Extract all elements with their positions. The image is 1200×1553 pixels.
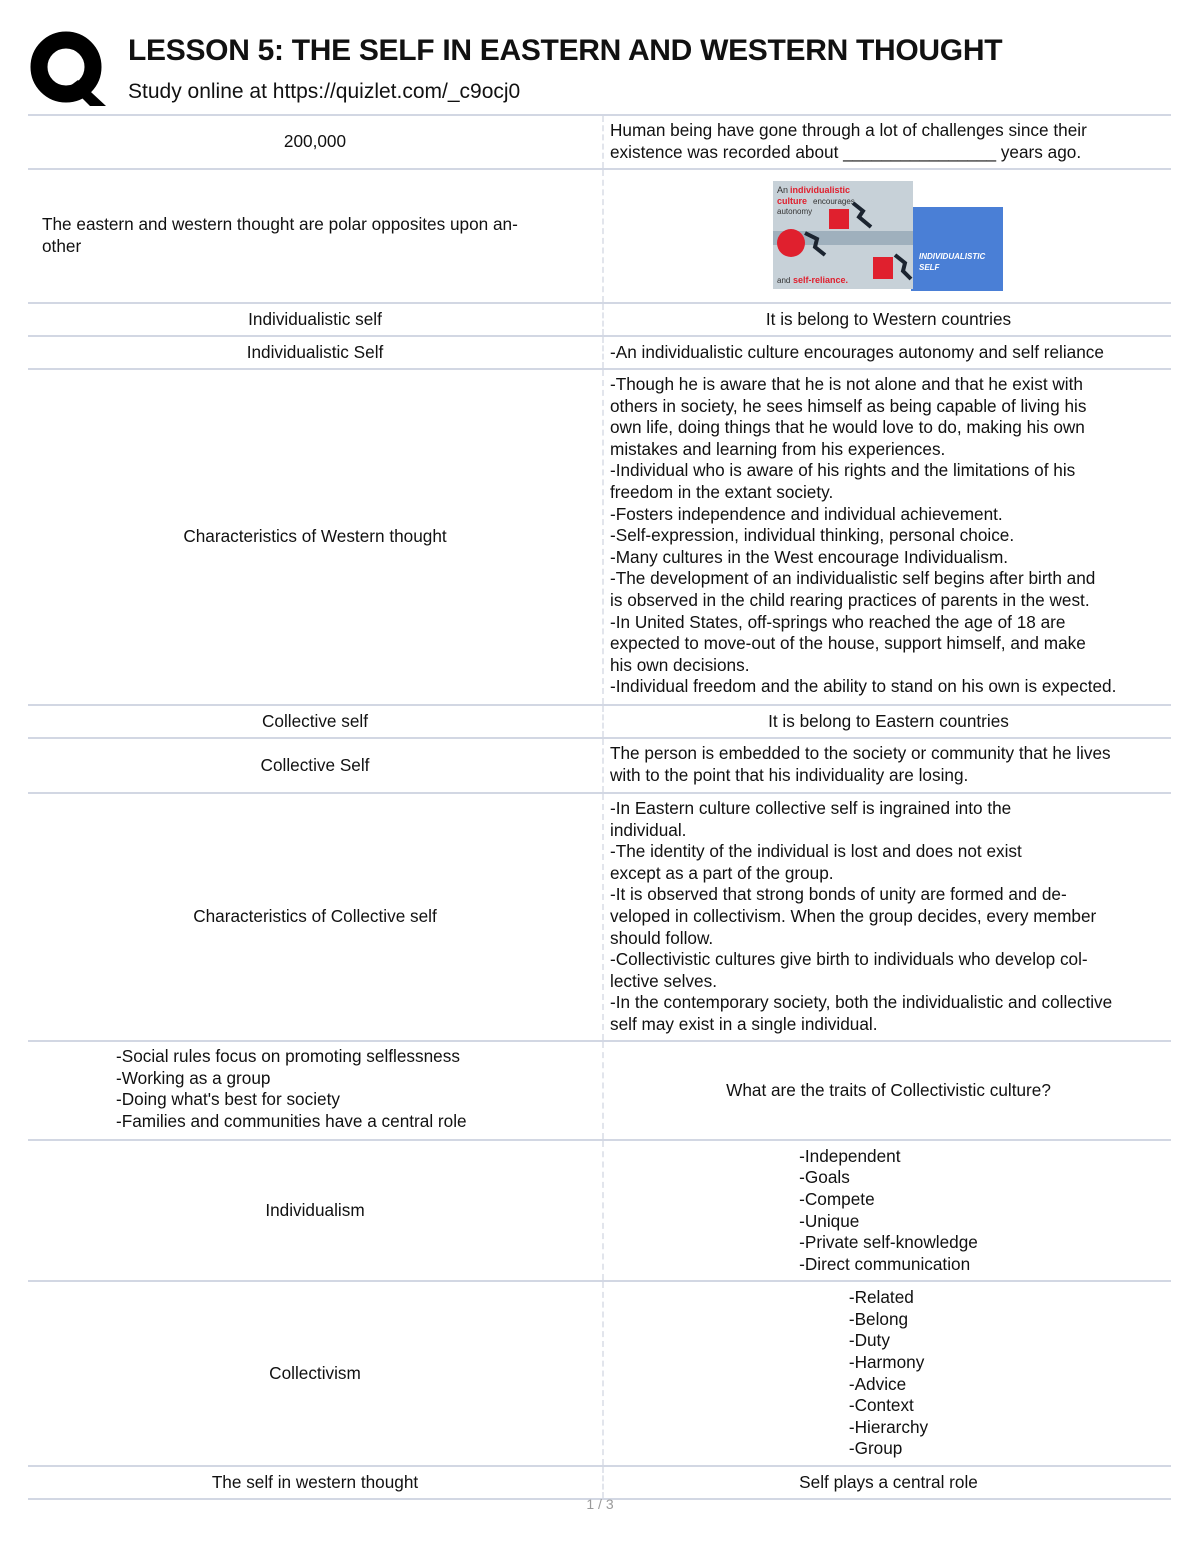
card-term <box>28 337 602 368</box>
card-row <box>28 1141 1171 1282</box>
definition-text: -An individualistic culture encourages autonomy and self reliance <box>610 341 1104 362</box>
front-card-text: An <box>776 185 788 195</box>
definition-line: -Fosters independence and individual achievement. <box>610 503 1003 524</box>
term-line: other <box>42 236 82 256</box>
list-item: -Group <box>848 1438 903 1459</box>
definition-line: mistakes and learning from his experiences. <box>610 438 946 459</box>
term-line: -Social rules focus on promoting selflessness <box>116 1046 460 1066</box>
card-definition <box>602 304 1171 335</box>
quizlet-logo-icon <box>28 28 108 108</box>
card-definition <box>602 116 1171 168</box>
card-definition <box>602 706 1171 737</box>
card-row <box>28 794 1171 1042</box>
term-line: -Families and communities have a central role <box>116 1110 467 1131</box>
term-text: Individualistic self <box>248 308 382 329</box>
definition-line: should follow. <box>610 927 714 948</box>
definition-text: It is belong to Western countries <box>765 308 1012 329</box>
card-definition <box>602 337 1171 368</box>
term-text: Collectivism <box>269 1362 361 1383</box>
card-definition <box>602 1141 1171 1280</box>
definition-line: Human being have gone through a lot of challenges since their <box>610 120 1087 140</box>
trait-list <box>799 1146 978 1276</box>
trait-list <box>849 1287 928 1460</box>
card-term <box>28 794 602 1040</box>
individualistic-self-image <box>769 177 1009 295</box>
list-item: -Goals <box>799 1167 850 1188</box>
card-row <box>28 1042 1171 1141</box>
card-term <box>28 706 602 737</box>
definition-line: others in society, he sees himself as being capable of living his <box>610 395 1087 416</box>
card-row <box>28 114 1171 170</box>
definition-text: Self plays a central role <box>799 1471 978 1492</box>
definition-line: -Though he is aware that he is not alone and that he exist with <box>610 374 1083 394</box>
definition-line: except as a part of the group. <box>610 862 834 883</box>
definition-line: -The development of an individualistic self begins after birth and <box>610 568 1096 589</box>
definition-line: -The identity of the individual is lost and does not exist <box>610 841 1022 862</box>
term-text: Collective self <box>261 710 369 731</box>
term-line: -Doing what's best for society <box>116 1089 340 1110</box>
red-square-shape <box>873 257 893 279</box>
card-definition <box>602 370 1171 704</box>
card-definition <box>602 739 1171 792</box>
card-row <box>28 337 1171 370</box>
list-item: -Related <box>848 1287 914 1308</box>
card-term <box>28 1282 602 1465</box>
card-row <box>28 370 1171 706</box>
list-item: -Harmony <box>848 1351 925 1372</box>
card-definition <box>602 170 1171 302</box>
page-header <box>28 28 1178 108</box>
list-item: -Direct communication <box>799 1253 971 1274</box>
flashcard-list <box>28 114 1171 1500</box>
list-item: -Advice <box>848 1373 907 1394</box>
term-text: Collective Self <box>260 754 370 775</box>
definition-line: freedom in the extant society. <box>610 481 834 502</box>
card-term <box>28 370 602 704</box>
definition-line: self may exist in a single individual. <box>610 1013 878 1034</box>
list-item: -Private self-knowledge <box>799 1232 978 1253</box>
definition-line: -In Eastern culture collective self is ingrained into the <box>610 798 1012 818</box>
definition-line: -Collectivistic cultures give birth to individuals who develop col- <box>610 949 1088 970</box>
card-definition <box>602 1467 1171 1498</box>
term-text: Individualism <box>265 1199 365 1220</box>
card-term <box>28 116 602 168</box>
card-term <box>28 1042 602 1139</box>
definition-line: -Self-expression, individual thinking, personal choice. <box>610 525 1015 546</box>
definition-line: -In the contemporary society, both the individualistic and collective <box>610 992 1113 1013</box>
red-square-shape <box>829 209 849 229</box>
page-title: LESSON 5: THE SELF IN EASTERN AND WESTERN THOUGHT <box>128 34 1003 67</box>
definition-line: -It is observed that strong bonds of unity are formed and de- <box>610 884 1067 905</box>
definition-line: -Individual who is aware of his rights and the limitations of his <box>610 460 1076 481</box>
red-circle-shape <box>777 229 805 257</box>
card-term <box>28 1141 602 1280</box>
definition-text: What are the traits of Collectivistic culture? <box>726 1079 1051 1100</box>
front-card-text: autonomy <box>776 207 812 216</box>
card-definition <box>602 1282 1171 1465</box>
definition-line: existence was recorded about ________________ years ago. <box>610 141 1082 162</box>
definition-line: his own decisions. <box>610 654 750 675</box>
term-text: The self in western thought <box>211 1471 419 1492</box>
term-line: -Working as a group <box>116 1067 271 1088</box>
definition-line: individual. <box>610 819 687 840</box>
definition-line: -Individual freedom and the ability to stand on his own is expected. <box>610 676 1117 697</box>
card-row <box>28 304 1171 337</box>
back-card <box>911 207 1003 291</box>
page-number: 1 / 3 <box>586 1496 614 1512</box>
definition-line: -In United States, off-springs who reached the age of 18 are <box>610 611 1066 632</box>
definition-line: veloped in collectivism. When the group decides, every member <box>610 905 1097 926</box>
card-definition <box>602 794 1171 1040</box>
front-card-text: and <box>776 276 790 285</box>
back-card-label: INDIVIDUALISTIC <box>918 252 985 261</box>
term-text: 200,000 <box>283 131 347 152</box>
front-card-highlight: self-reliance. <box>792 275 848 285</box>
definition-line: expected to move-out of the house, support himself, and make <box>610 633 1086 654</box>
term-text: Characteristics of Collective self <box>193 906 437 927</box>
card-row <box>28 739 1171 794</box>
definition-text: It is belong to Eastern countries <box>768 710 1009 731</box>
card-term <box>28 170 602 302</box>
list-item: -Duty <box>848 1330 890 1351</box>
front-card-highlight: culture <box>776 196 807 206</box>
list-item: -Hierarchy <box>848 1416 929 1437</box>
card-term <box>28 739 602 792</box>
term-text: Individualistic Self <box>246 341 384 362</box>
card-row <box>28 170 1171 304</box>
study-online-link[interactable]: Study online at https://quizlet.com/_c9ocj0 <box>128 80 521 103</box>
definition-line: The person is embedded to the society or community that he lives <box>610 743 1111 763</box>
list-item: -Belong <box>848 1308 909 1329</box>
list-item: -Compete <box>799 1188 875 1209</box>
card-row <box>28 1282 1171 1467</box>
definition-line: own life, doing things that he would love to do, making his own <box>610 417 1085 438</box>
list-item: -Independent <box>799 1145 901 1166</box>
term-line: The eastern and western thought are polar opposites upon an- <box>42 214 518 235</box>
definition-line: -Many cultures in the West encourage Individualism. <box>610 546 1009 567</box>
definition-line: lective selves. <box>610 970 717 991</box>
list-item: -Unique <box>799 1210 860 1231</box>
card-definition <box>602 1042 1171 1139</box>
card-term <box>28 1467 602 1498</box>
definition-line: is observed in the child rearing practices of parents in the west. <box>610 589 1090 610</box>
card-term <box>28 304 602 335</box>
definition-line: with to the point that his individuality are losing. <box>610 764 969 785</box>
term-text: Characteristics of Western thought <box>183 526 447 547</box>
back-card-label: SELF <box>918 263 939 272</box>
front-card-text: encourages <box>812 197 855 206</box>
front-card-highlight: individualistic <box>789 185 850 195</box>
card-row <box>28 706 1171 739</box>
list-item: -Context <box>848 1395 914 1416</box>
